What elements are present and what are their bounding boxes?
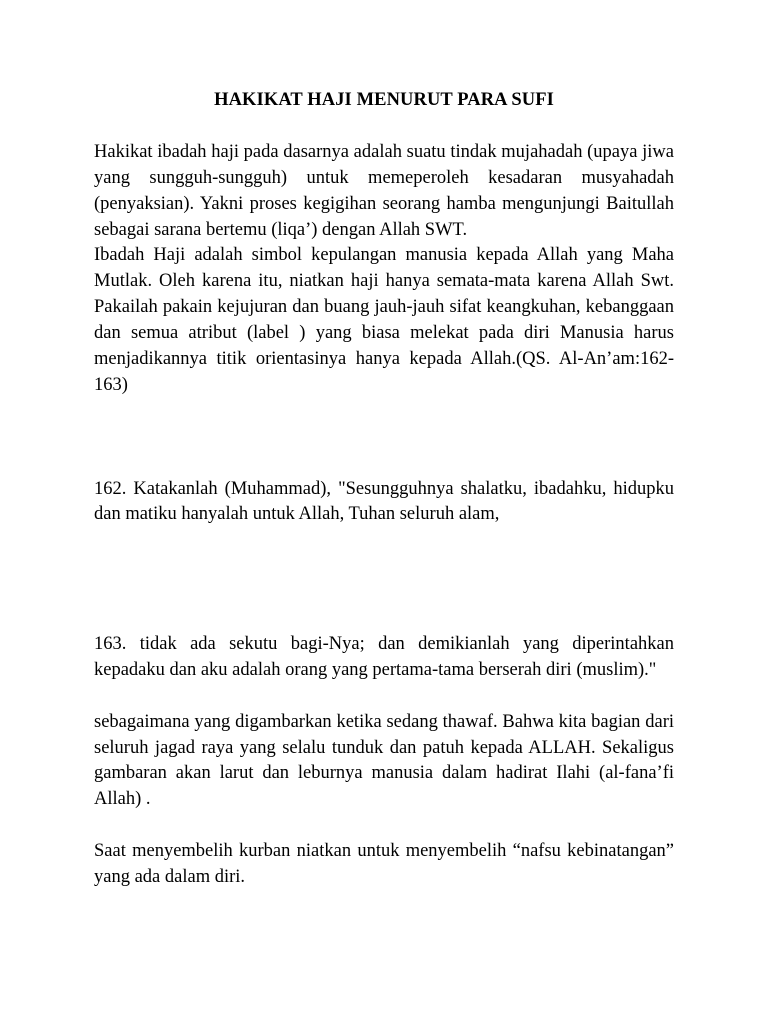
spacer [94, 399, 674, 477]
document-title: HAKIKAT HAJI MENURUT PARA SUFI [214, 90, 554, 110]
paragraph-ibadah-haji: Ibadah Haji adalah simbol kepulangan manusia kepada Allah yang Maha Mutlak. Oleh karena itu, niatkan haji hanya semata-mata karena Allah Swt. Pakailah pakain kejujuran dan buang jauh-jauh sifat keangkuhan, kebanggaan dan semua atribut (label ) yang biasa melekat pada diri Manusia harus menjadikannya titik orientasinya hanya kepada Allah.(QS. Al-An’am:162- 163) [94, 245, 674, 395]
paragraph-kurban: Saat menyembelih kurban niatkan untuk menyembelih “nafsu kebinatangan” yang ada dalam diri. [94, 841, 674, 888]
paragraph-verse-162: 162. Katakanlah (Muhammad), "Sesungguhnya shalatku, ibadahku, hidupku dan matiku hanyalah untuk Allah, Tuhan seluruh alam, [94, 478, 674, 525]
paragraph-thawaf: sebagaimana yang digambarkan ketika sedang thawaf. Bahwa kita bagian dari seluruh jagad raya yang selalu tunduk dan patuh kepada ALLAH. Sekaligus gambaran akan larut dan leburnya manusia dalam hadirat Ilahi (al-fana’fi Allah) . [94, 711, 674, 810]
spacer [94, 528, 674, 632]
paragraph-hakikat: Hakikat ibadah haji pada dasarnya adalah suatu tindak mujahadah (upaya jiwa yang sungguh-sungguh) untuk memeperoleh kesadaran musyahadah (penyaksian). Yakni proses kegigihan seorang hamba mengunjungi Baitullah sebagai sarana bertemu (liqa’) dengan Allah SWT. [94, 141, 674, 240]
spacer [94, 684, 674, 710]
paragraph-verse-163: 163. tidak ada sekutu bagi-Nya; dan demikianlah yang diperintahkan kepadaku dan aku adalah orang yang pertama-tama berserah diri (muslim)." [94, 633, 674, 680]
spacer [94, 813, 674, 839]
